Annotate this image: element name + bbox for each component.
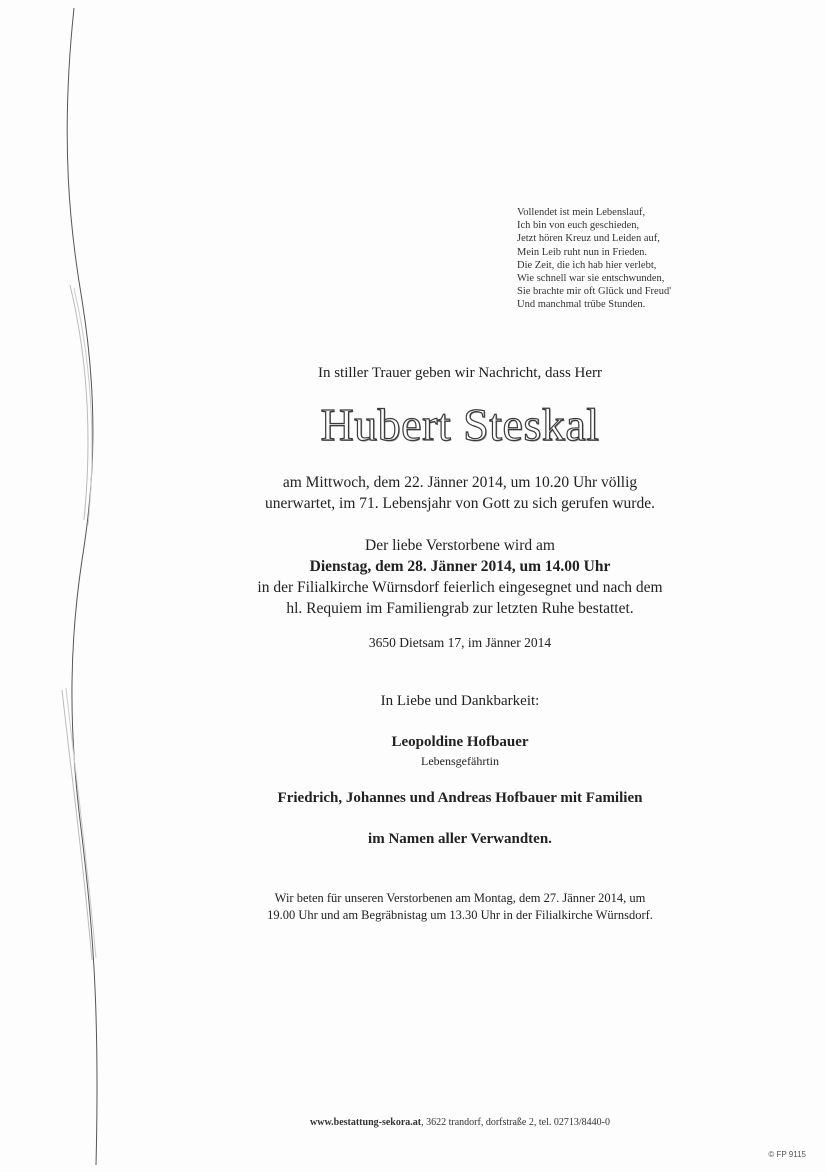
thanks-heading: In Liebe und Dankbarkeit: bbox=[380, 693, 540, 709]
funeral-notice bbox=[200, 535, 720, 619]
partner-role: Lebensgefährtin bbox=[421, 754, 499, 768]
decorative-curve-line bbox=[67, 8, 97, 1165]
poem bbox=[517, 206, 777, 312]
partner-name: Leopoldine Hofbauer bbox=[391, 734, 529, 750]
funeral-date: Dienstag, dem 28. Jänner 2014, um 14.00 Uhr bbox=[309, 558, 611, 575]
funeral-line: Der liebe Verstorbene wird am bbox=[365, 537, 555, 554]
poem-line: Sie brachte mir oft Glück und Freud' bbox=[517, 286, 672, 298]
death-line: unerwartet, im 71. Lebensjahr von Gott zu sich gerufen wurde. bbox=[265, 495, 655, 512]
death-notice bbox=[200, 472, 720, 514]
decorative-stripe-2 bbox=[74, 288, 92, 525]
intro-text: In stiller Trauer geben wir Nachricht, dass Herr bbox=[317, 365, 603, 381]
family-line: Friedrich, Johannes und Andreas Hofbauer mit Familien bbox=[277, 790, 643, 806]
decorative-stripe-4 bbox=[66, 688, 96, 958]
death-line: am Mittwoch, dem 22. Jänner 2014, um 10.20 Uhr völlig bbox=[282, 474, 638, 491]
footer-address: , 3622 trandorf, dorfstraße 2, tel. 02713/8440-0 bbox=[421, 1117, 610, 1128]
poem-line: Wie schnell war sie entschwunden, bbox=[517, 273, 665, 285]
funeral-line: hl. Requiem im Familiengrab zur letzten Ruhe bestattet. bbox=[286, 600, 634, 617]
relatives-line: im Namen aller Verwandten. bbox=[368, 831, 552, 847]
poem-line: Jetzt hören Kreuz und Leiden auf, bbox=[517, 233, 660, 245]
poem-line: Die Zeit, die ich hab hier verlebt, bbox=[517, 259, 657, 271]
prayer-notice bbox=[200, 890, 720, 924]
prayer-line: 19.00 Uhr und am Begräbnistag um 13.30 Uhr in der Filialkirche Würnsdorf. bbox=[267, 908, 653, 922]
poem-line: Ich bin von euch geschieden, bbox=[517, 220, 640, 232]
prayer-line: Wir beten für unseren Verstorbenen am Montag, dem 27. Jänner 2014, um bbox=[274, 891, 646, 905]
form-code: © FP 9115 bbox=[768, 1150, 806, 1159]
footer-url[interactable]: www.bestattung-sekora.at bbox=[310, 1117, 422, 1128]
poem-line: Mein Leib ruht nun in Frieden. bbox=[517, 246, 648, 258]
poem-line: Vollendet ist mein Lebenslauf, bbox=[517, 207, 646, 218]
place-date: 3650 Dietsam 17, im Jänner 2014 bbox=[368, 635, 552, 650]
deceased-name: Hubert Steskal bbox=[320, 399, 600, 450]
footer bbox=[200, 1117, 720, 1128]
poem-line: Und manchmal trübe Stunden. bbox=[517, 299, 646, 311]
funeral-line: in der Filialkirche Würnsdorf feierlich eingesegnet und nach dem bbox=[257, 579, 663, 596]
decorative-stripe-3 bbox=[62, 690, 92, 960]
